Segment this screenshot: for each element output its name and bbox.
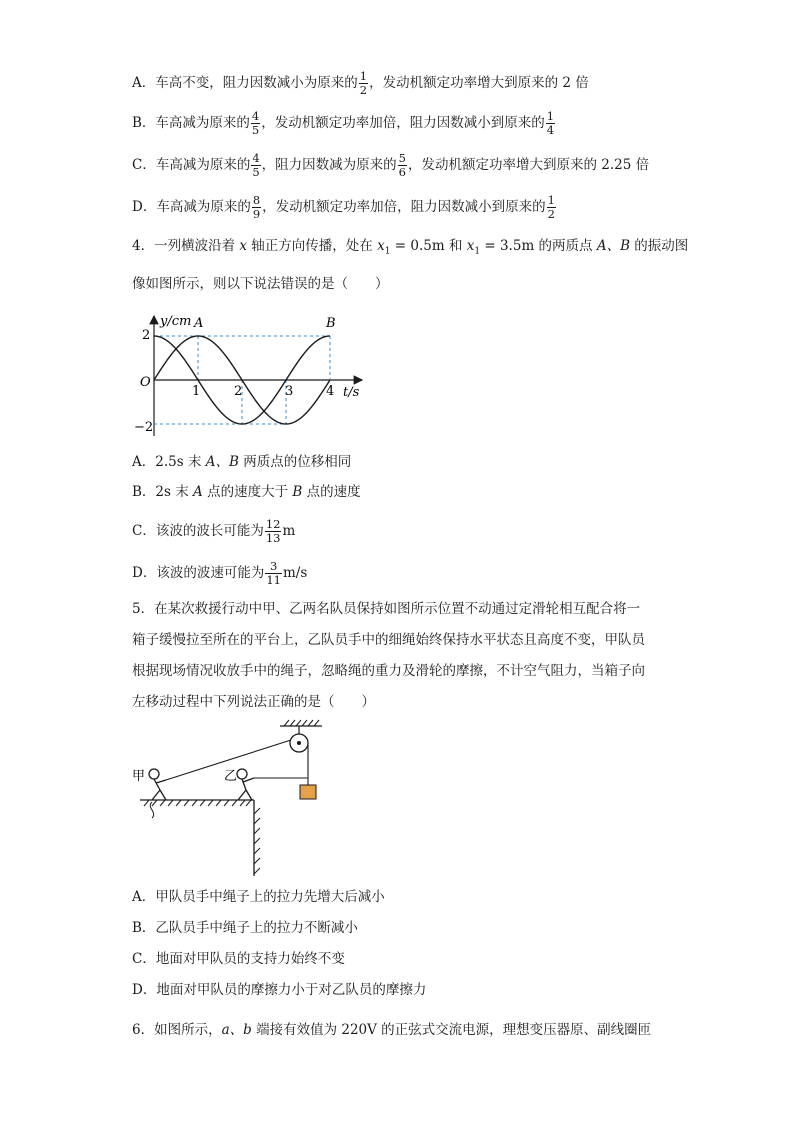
- q4-option-b: B．2s 末 A 点的速度大于 B 点的速度: [132, 484, 361, 500]
- q4-stem-line2: 像如图所示，则以下说法错误的是（ ）: [132, 276, 389, 292]
- t-tick-2: 2: [234, 384, 243, 399]
- fraction: $\frac{12}{13}$: [265, 517, 281, 545]
- q5-stem-line2: 箱子缓慢拉至所在的平台上，乙队员手中的细绳始终保持水平状态且高度不变，甲队员: [132, 632, 645, 648]
- q5-option-a: A．甲队员手中绳子上的拉力先增大后减小: [132, 889, 385, 905]
- q3-option-b: B．车高减为原来的 $\frac{4}{5}$ ，发动机额定功率加倍，阻力因数减小到原来的 $\frac{1}{4}$: [132, 109, 555, 137]
- q4-stem-line1: 4．一列横波沿着 x 轴正方向传播，处在 $x_1 = 0.5m$ 和 $x_1 = 3.5m$ 的两质点 A、B 的振动图: [132, 238, 689, 257]
- t-tick-3: 3: [285, 384, 294, 399]
- q3-option-d: D．车高减为原来的 $\frac{8}{9}$ ，发动机额定功率加倍，阻力因数减小到原来的 $\frac{1}{2}$: [132, 193, 555, 221]
- label-a: A: [194, 316, 204, 331]
- y-axis-label: y/cm: [160, 314, 192, 329]
- ground-hatch: [144, 800, 260, 874]
- q5-option-c: C．地面对甲队员的支持力始终不变: [132, 951, 345, 967]
- rescue-pulley-figure: [130, 718, 330, 878]
- fraction: $\frac{4}{5}$: [252, 151, 260, 179]
- label-jia: 甲: [132, 769, 146, 784]
- box-icon: [300, 785, 316, 799]
- q6-stem-line1: 6．如图所示，a、b 端接有效值为 220V 的正弦式交流电源，理想变压器原、副线圈匝: [132, 1022, 652, 1038]
- origin-label: O: [140, 375, 151, 390]
- t-axis-label: t/s: [343, 385, 360, 400]
- fraction: $\frac{1}{2}$: [547, 193, 555, 221]
- q4-option-c: C．该波的波长可能为 $\frac{12}{13}$ m: [132, 517, 296, 545]
- q4-option-a: A．2.5s 末 A、B 两质点的位移相同: [132, 454, 352, 470]
- t-tick-4: 4: [326, 384, 335, 399]
- vibration-graph: [130, 312, 370, 442]
- fraction: $\frac{8}{9}$: [252, 193, 261, 221]
- fraction: $\frac{1}{4}$: [546, 109, 555, 137]
- label-yi: 乙: [224, 769, 238, 784]
- q5-option-d: D．地面对甲队员的摩擦力小于对乙队员的摩擦力: [132, 982, 427, 998]
- person-jia-icon: [149, 769, 166, 800]
- q5-stem-line4: 左移动过程中下列说法正确的是（ ）: [132, 694, 375, 710]
- q5-stem-line1: 5．在某次救援行动中甲、乙两名队员保持如图所示位置不动通过定滑轮相互配合将一: [132, 601, 641, 617]
- q3-option-a: A．车高不变，阻力因数减小为原来的 $\frac{1}{2}$ ，发动机额定功率增大到原来的 2 倍: [132, 69, 589, 97]
- y-tick-neg2: −2: [134, 420, 154, 435]
- y-tick-2: 2: [142, 328, 151, 343]
- fraction: $\frac{5}{6}$: [398, 151, 406, 179]
- q5-option-b: B．乙队员手中绳子上的拉力不断减小: [132, 920, 358, 936]
- q5-stem-line3: 根据现场情况收放手中的绳子，忽略绳的重力及滑轮的摩擦，不计空气阻力，当箱子向: [132, 663, 645, 679]
- q3-option-c: C．车高减为原来的 $\frac{4}{5}$ ，阻力因数减为原来的 $\frac{5}{6}$ ，发动机额定功率增大到原来的 2.25 倍: [132, 151, 650, 179]
- q4-option-d: D．该波的波速可能为 $\frac{3}{11}$ m/s: [132, 559, 308, 587]
- fraction: $\frac{1}{2}$: [359, 69, 368, 97]
- fraction: $\frac{4}{5}$: [251, 109, 260, 137]
- person-yi-icon: [237, 769, 254, 800]
- ceiling-hatch: [284, 720, 319, 726]
- t-tick-1: 1: [192, 384, 201, 399]
- fraction: $\frac{3}{11}$: [266, 559, 281, 587]
- label-b: B: [326, 316, 336, 331]
